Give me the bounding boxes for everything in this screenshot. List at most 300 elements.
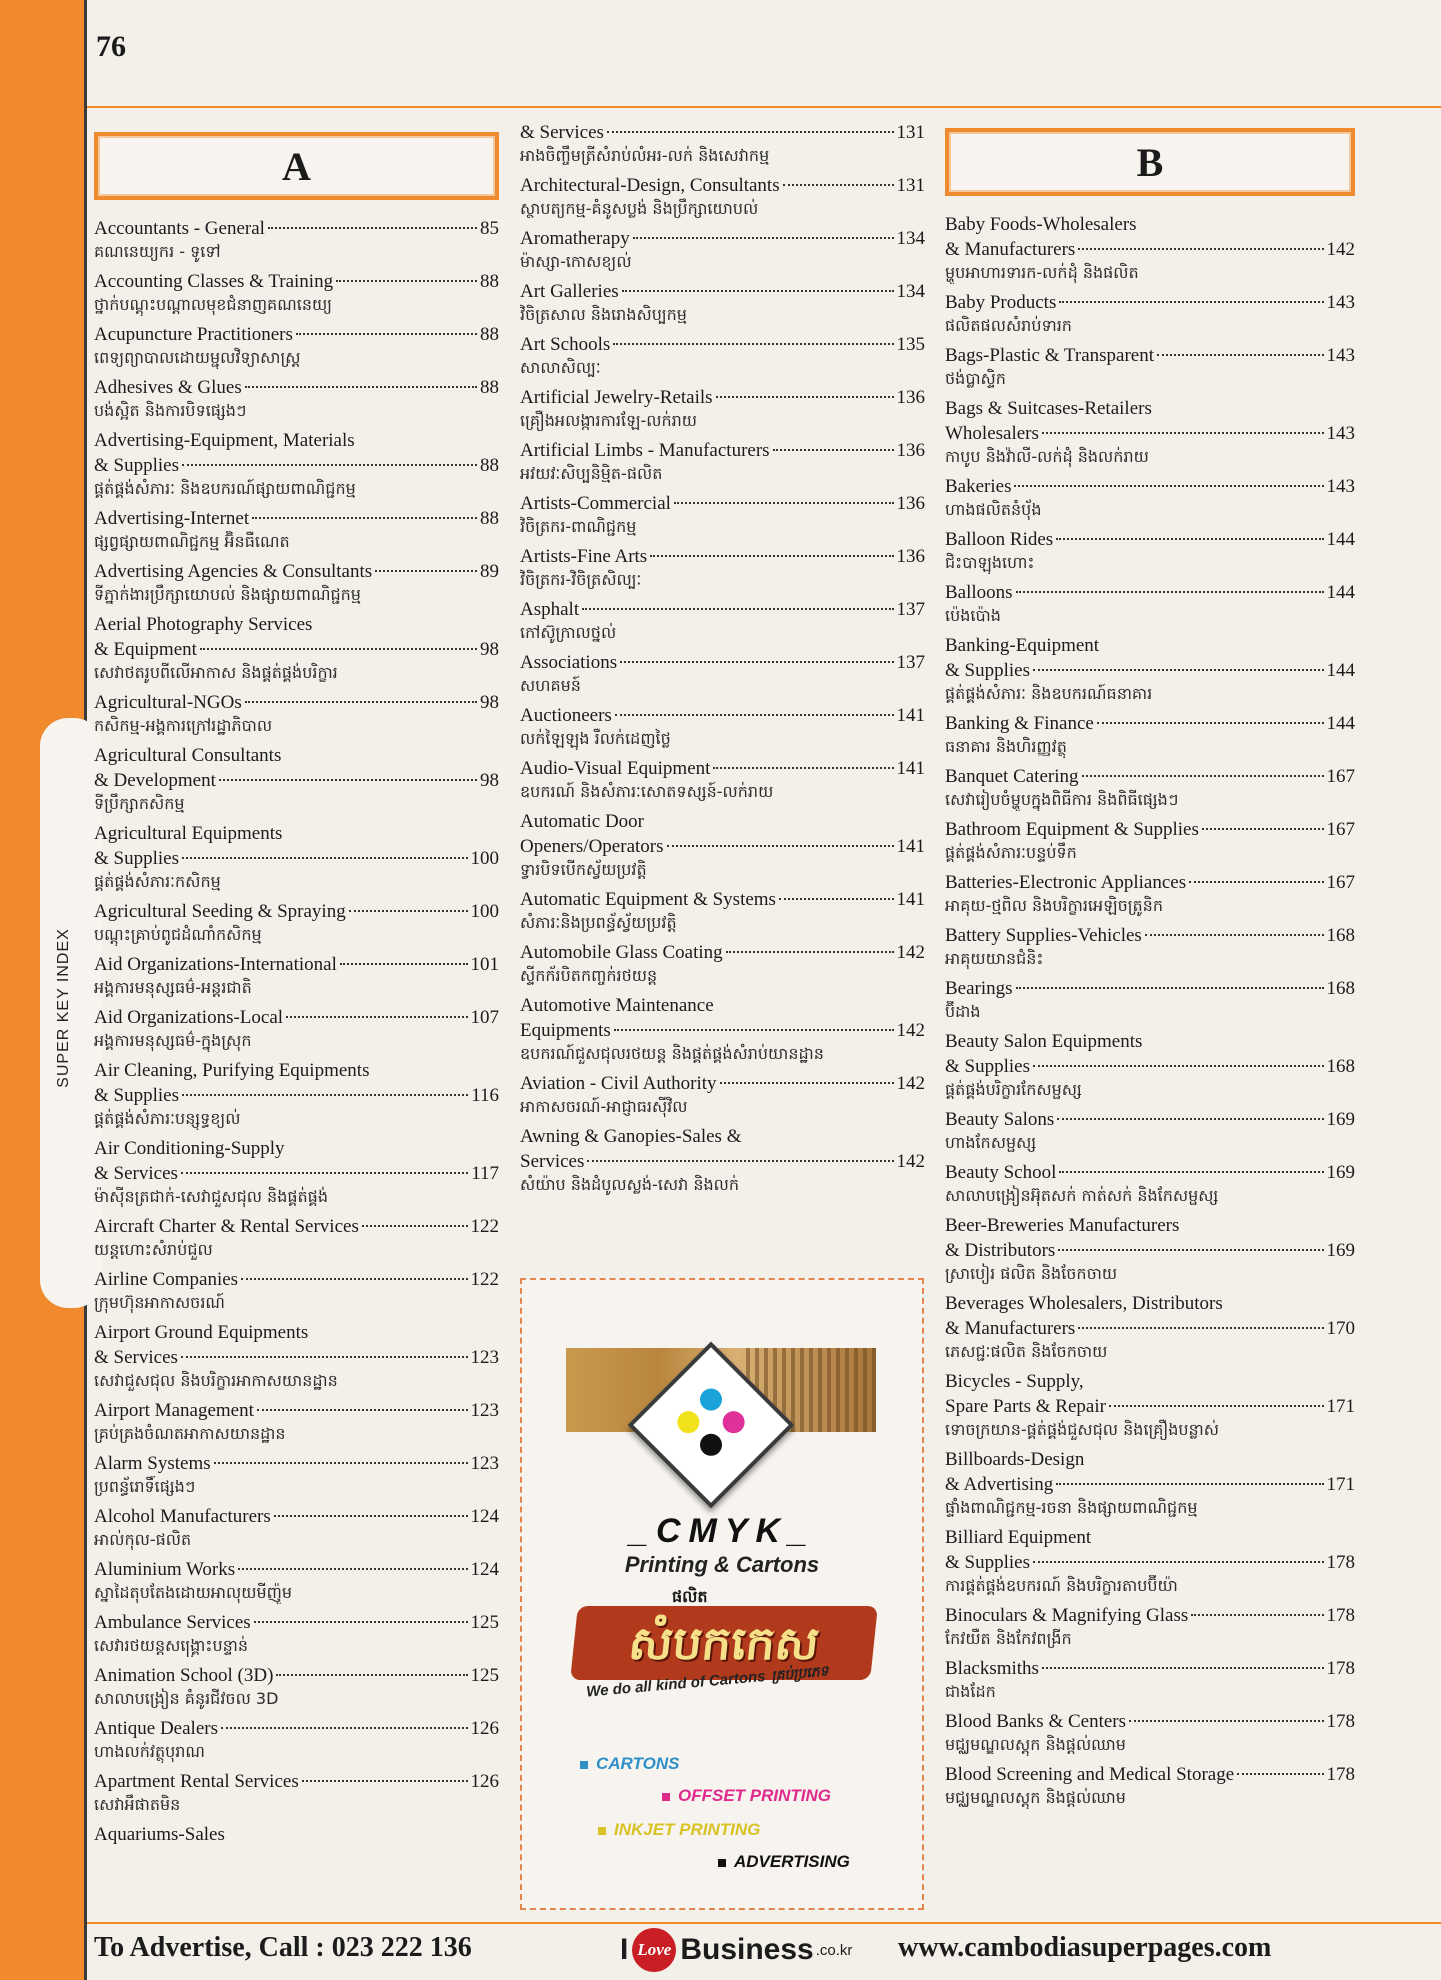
directory-entry[interactable] [945,1709,1355,1756]
entry-khmer-title: សាលាបង្រៀន គំនូរជីវចល 3D [94,1689,279,1708]
entry-page-number: 141 [896,758,925,779]
entry-title: & Manufacturers [945,239,1076,260]
dot-leader [613,343,893,345]
entry-page-number: 169 [1326,1162,1355,1183]
entry-khmer-title: សេវារៀបចំម្ហូបក្នុងពិធីការ និងពិធីផ្សេងៗ [945,790,1179,809]
entry-title-line: Baby Foods-Wholesalers [945,214,1137,235]
ad-tagline-khmer: គ្រប់ប្រភេទ [770,1663,830,1685]
directory-entry[interactable] [520,173,925,220]
dot-leader [182,1094,468,1096]
service-label: OFFSET PRINTING [678,1786,831,1805]
entry-khmer-title: ថ្នាក់បណ្តុះបណ្តាលមុខជំនាញគណនេយ្យ [94,295,332,314]
directory-entry[interactable] [520,887,925,934]
entry-title-row [945,527,1355,552]
entry-title: Balloons [945,582,1013,603]
directory-entry[interactable] [945,396,1355,468]
dot-leader [1057,1118,1323,1120]
dot-leader [1109,1405,1324,1407]
entry-page-number: 117 [471,1163,499,1184]
entry-title-row [520,173,925,198]
entry-title: Acupuncture Practitioners [94,324,293,345]
section-header-b: B [945,128,1355,196]
dot-leader [620,661,893,663]
directory-entry[interactable] [94,1557,499,1604]
directory-entry[interactable] [945,527,1355,574]
entry-title-row [520,385,925,410]
directory-entry[interactable] [945,1447,1355,1519]
entry-title-row [520,226,925,251]
service-label: INKJET PRINTING [614,1820,761,1839]
entry-title-line: Billiard Equipment [945,1527,1092,1548]
entry-title-line: Aerial Photography Services [94,614,313,635]
logo-tld: .co.kr [815,1941,853,1959]
directory-entry[interactable] [520,756,925,803]
dot-leader [607,131,894,133]
ad-tagline-text: We do all kind of Cartons [585,1667,767,1701]
directory-entry[interactable] [94,216,499,263]
entry-khmer-title: គ្រប់គ្រងចំណតអាកាសយានដ្ឋាន [94,1424,286,1443]
entry-khmer-title: មជ្ឈមណ្ឌលស្តុក និងផ្តល់ឈាម [945,1788,1126,1807]
entry-khmer-title: អាគុយ-ថ្មពិល និងបរិក្ខារអេឡិចត្រូនិក [945,896,1163,915]
entry-page-number: 144 [1326,582,1355,603]
entry-title: & Development [94,770,216,791]
directory-entry[interactable] [94,1058,499,1130]
dot-leader [1191,1614,1323,1616]
entry-page-number: 125 [470,1665,499,1686]
entry-title: & Supplies [945,1056,1030,1077]
directory-entry[interactable] [94,1451,499,1498]
entry-page-number: 123 [470,1400,499,1421]
directory-entry[interactable] [520,120,925,167]
entry-title: & Equipment [94,639,197,660]
entry-khmer-title: ផ្គត់ផ្គង់សំភារៈបន្សុទ្ធខ្យល់ [94,1109,241,1128]
entry-khmer-title: សេវាជួសជុល និងបរិក្ខារអាកាសយានដ្ឋាន [94,1371,338,1390]
entry-title-row [94,322,499,347]
entry-title: & Distributors [945,1240,1056,1261]
entry-title: Batteries-Electronic Appliances [945,872,1187,893]
entry-title: Beauty Salons [945,1109,1055,1130]
column-middle [520,120,925,1202]
entry-title-row [94,559,499,584]
entry-title: Alcohol Manufacturers [94,1506,271,1527]
dot-leader [1042,432,1324,434]
directory-entry[interactable] [945,1525,1355,1597]
entry-page-number: 122 [470,1269,499,1290]
dot-leader [1056,538,1323,540]
entry-page-number: 107 [470,1007,499,1028]
directory-entry[interactable] [520,597,925,644]
service-cartons [580,1754,679,1774]
entry-khmer-title: ទីប្រឹក្សាកសិកម្ម [94,794,185,813]
entry-title-line: Advertising-Equipment, Materials [94,430,355,451]
directory-entry[interactable] [94,269,499,316]
entry-khmer-title: លក់ឡៃឡុង រឺលក់ដេញថ្លៃ [520,729,671,748]
entry-page-number: 144 [1326,529,1355,550]
entry-khmer-title: ជិះបាឡុងហោះ [945,553,1035,572]
dot-leader [773,449,894,451]
directory-entry[interactable] [94,506,499,553]
column-a [94,120,499,1853]
entry-page-number: 167 [1326,872,1355,893]
entry-title: Advertising-Internet [94,508,250,529]
entry-page-number: 88 [480,271,499,292]
directory-entry[interactable] [945,923,1355,970]
entry-title-line: Billboards-Design [945,1449,1085,1470]
directory-entry[interactable] [520,491,925,538]
entry-title: & Supplies [94,455,179,476]
entry-title: Aid Organizations-Local [94,1007,284,1028]
yellow-dot [673,1407,704,1438]
entry-title: Binoculars & Magnifying Glass [945,1605,1189,1626]
entry-page-number: 134 [896,228,925,249]
dot-leader [1157,354,1324,356]
entry-khmer-title: ប៊ីដាង [945,1002,981,1021]
directory-entry[interactable] [94,375,499,422]
entry-title-row [945,817,1355,842]
dot-leader [1033,1065,1324,1067]
entry-page-number: 131 [896,122,925,143]
entry-title: Automobile Glass Coating [520,942,723,963]
dot-leader [1016,591,1324,593]
entry-title-line: Beauty Salon Equipments [945,1031,1143,1052]
entry-title-row [94,375,499,400]
directory-entry[interactable] [945,580,1355,627]
entry-page-number: 98 [480,639,499,660]
directory-entry[interactable] [94,612,499,684]
directory-entry[interactable] [945,976,1355,1023]
directory-entry[interactable] [94,743,499,815]
directory-entry[interactable] [520,1124,925,1196]
entry-khmer-title: មជ្ឈមណ្ឌលស្តុក និងផ្តល់ឈាម [945,1735,1126,1754]
directory-entry[interactable] [520,438,925,485]
ad-khmer-small: ផលិត [672,1587,708,1606]
dot-leader [182,857,468,859]
dot-leader [713,767,893,769]
entry-khmer-title: ប៉េងប៉ោង [945,606,1001,625]
entry-khmer-title: សំយ៉ាប និងដំបូលស្លង់-សេវា និងលក់ [520,1175,740,1194]
directory-entry[interactable] [945,474,1355,521]
directory-entry[interactable] [945,870,1355,917]
directory-entry[interactable] [945,1369,1355,1441]
directory-entry[interactable] [94,821,499,893]
entry-title: Banquet Catering [945,766,1079,787]
entry-khmer-title: ម៉ាស៊ីនត្រជាក់-សេវាជួសជុល និងផ្គត់ផ្គង់ [94,1187,328,1206]
entry-title: & Supplies [94,1085,179,1106]
entry-title-row [94,453,499,478]
directory-entry[interactable] [945,1603,1355,1650]
directory-entry[interactable] [94,1610,499,1657]
entry-title-row [520,438,925,463]
entry-title-row [520,544,925,569]
directory-entry[interactable] [94,952,499,999]
side-tab [40,718,102,1308]
directory-entry[interactable] [520,650,925,697]
entry-title: Blood Banks & Centers [945,1711,1127,1732]
entry-title-row [945,711,1355,736]
entry-title-row [520,940,925,965]
dot-leader [200,648,477,650]
entry-khmer-title: ឧបករណ៍ជួសជុលរថយន្ត និងផ្គត់ផ្គង់សំរាប់យានដ្ឋាន [520,1044,824,1063]
i-love-business-logo[interactable] [620,1928,852,1972]
entry-title: Bearings [945,978,1013,999]
dot-leader [667,845,894,847]
entry-title-row [94,1161,499,1186]
entry-page-number: 144 [1326,713,1355,734]
entry-khmer-title: អាកាសចរណ៍-អាជ្ញាធរស៊ីវិល [520,1097,688,1116]
directory-entry[interactable] [945,764,1355,811]
entry-title: Equipments [520,1020,611,1041]
dot-leader [1033,1561,1324,1563]
dot-leader [349,910,468,912]
dot-leader [245,701,477,703]
entry-khmer-title: សាលាសិល្បៈ [520,358,601,377]
entry-title-row [94,1769,499,1794]
directory-entry[interactable] [945,212,1355,284]
directory-entry[interactable] [94,1504,499,1551]
entry-page-number: 141 [896,705,925,726]
entry-title: Bathroom Equipment & Supplies [945,819,1199,840]
logo-business: Business [680,1933,814,1966]
entry-title-line: Awning & Ganopies-Sales & [520,1126,742,1147]
footer-website-link[interactable]: www.cambodiasuperpages.com [898,1932,1272,1963]
entry-khmer-title: ក្រុមហ៊ុនអាកាសចរណ៍ [94,1293,225,1312]
entry-title-row [945,764,1355,789]
entry-khmer-title: អាងចិញ្ចឹមត្រីសំរាប់លំអរ-លក់ និងសេវាកម្ម [520,146,770,165]
entry-khmer-title: ផលិតផលសំរាប់ទារក [945,316,1072,335]
entry-title-row [94,1504,499,1529]
directory-entry[interactable] [94,1663,499,1710]
entry-title: Baby Products [945,292,1057,313]
entry-title: Aluminium Works [94,1559,236,1580]
directory-entry[interactable] [520,544,925,591]
page-number: 76 [96,30,126,63]
cmyk-advertisement[interactable] [520,1278,924,1910]
entry-page-number: 122 [470,1216,499,1237]
entry-khmer-title: អវយវៈសិប្បនិម្មិត-ផលិត [520,464,663,483]
entry-khmer-title: សេវាថតរូបពីលើអាកាស និងផ្គត់ផ្គង់បរិក្ខារ [94,663,338,682]
entry-title-row [945,1550,1355,1575]
entry-title: Adhesives & Glues [94,377,242,398]
dot-leader [1097,722,1324,724]
entry-title: & Services [94,1347,178,1368]
dot-leader [1202,828,1324,830]
directory-entry[interactable] [520,940,925,987]
directory-entry[interactable] [94,1267,499,1314]
entry-title-row [520,834,925,859]
entry-khmer-title: សំភារៈនិងប្រពន្ធ័ស្វ័យប្រវត្តិ [520,913,677,932]
entry-title: Openers/Operators [520,836,664,857]
entry-page-number: 123 [470,1453,499,1474]
bullet-icon [718,1859,726,1867]
directory-entry[interactable] [94,322,499,369]
entry-title-row [945,290,1355,315]
entry-khmer-title: ទីភ្នាក់ងារប្រឹក្សាយោបល់ និងផ្សាយពាណិជ្ជកម្ម [94,585,361,604]
entry-page-number: 142 [1326,239,1355,260]
entry-title: Accountants - General [94,218,265,239]
entry-title-line: Automotive Maintenance [520,995,714,1016]
entry-page-number: 178 [1326,1711,1355,1732]
entry-page-number: 125 [470,1612,499,1633]
entry-page-number: 137 [896,652,925,673]
entry-page-number: 88 [480,508,499,529]
entry-title-row [520,1149,925,1174]
directory-entry[interactable] [945,290,1355,337]
entry-page-number: 135 [896,334,925,355]
directory-entry[interactable] [520,385,925,432]
entry-title-row [945,1709,1355,1734]
entry-title: Accounting Classes & Training [94,271,334,292]
dot-leader [1058,1249,1323,1251]
entry-title-row [94,952,499,977]
entry-khmer-title: គណនេយ្យករ - ទូទៅ [94,242,221,261]
entry-title-row [945,343,1355,368]
entry-title: Beauty School [945,1162,1057,1183]
ad-subtitle: Printing & Cartons [624,1552,820,1577]
dot-leader [716,396,894,398]
entry-khmer-title: ឧបករណ៍ និងសំភារៈសោតទស្សន៍-លក់រាយ [520,782,774,801]
directory-entry[interactable] [520,332,925,379]
dot-leader [340,963,468,965]
entry-title-row [945,1472,1355,1497]
directory-entry[interactable] [94,1398,499,1445]
directory-entry[interactable] [945,343,1355,390]
entry-title-row [94,1083,499,1108]
directory-entry[interactable] [945,711,1355,758]
directory-entry[interactable] [945,1762,1355,1809]
entry-title-row [945,658,1355,683]
entry-title: Artificial Limbs - Manufacturers [520,440,770,461]
dot-leader [1059,1171,1323,1173]
entry-page-number: 100 [470,848,499,869]
directory-entry[interactable] [94,1769,499,1816]
entry-title: Aquariums-Sales [94,1824,225,1845]
entry-page-number: 142 [896,942,925,963]
entry-page-number: 178 [1326,1605,1355,1626]
directory-entry[interactable] [520,226,925,273]
directory-entry[interactable] [94,690,499,737]
directory-entry[interactable] [94,1214,499,1261]
entry-title-row [94,637,499,662]
entry-page-number: 143 [1326,292,1355,313]
entry-title: & Services [520,122,604,143]
entry-title: Balloon Rides [945,529,1054,550]
entry-title-row [945,1107,1355,1132]
entry-page-number: 85 [480,218,499,239]
directory-entry[interactable] [520,809,925,881]
entry-title: Bags-Plastic & Transparent [945,345,1154,366]
dot-leader [674,502,894,504]
ad-khmer-title: សំបកកេស [570,1606,878,1680]
entry-khmer-title: ស្រាបៀរ ផលិត និងចែកចាយ [945,1264,1118,1283]
dot-leader [720,1082,894,1084]
entry-title-row [945,1160,1355,1185]
entry-khmer-title: សហគមន៍ [520,676,581,695]
directory-entry[interactable] [945,1291,1355,1363]
directory-entry[interactable] [94,1005,499,1052]
entry-title-row [94,1663,499,1688]
dot-leader [245,386,477,388]
entry-khmer-title: សាលាបង្រៀនអ៊ុតសក់ កាត់សក់ និងកែសម្ផស្ស [945,1186,1219,1205]
dot-leader [221,1727,468,1729]
entry-title-row [94,1716,499,1741]
column-b [945,120,1355,1815]
entry-khmer-title: សេវាអឹផាតមិន [94,1795,181,1814]
entry-title: Battery Supplies-Vehicles [945,925,1142,946]
directory-entry[interactable] [94,1320,499,1392]
directory-entry[interactable] [945,1160,1355,1207]
entry-title: Automatic Equipment & Systems [520,889,776,910]
entry-page-number: 126 [470,1771,499,1792]
entry-title: Advertising Agencies & Consultants [94,561,373,582]
directory-entry[interactable] [94,1716,499,1763]
directory-entry[interactable] [945,1107,1355,1154]
directory-entry[interactable] [94,1136,499,1208]
entry-khmer-title: ផ្គត់ផ្គង់សំភារៈកសិកម្ម [94,872,221,891]
top-rule [87,106,1441,108]
entry-title: Aromatherapy [520,228,630,249]
dot-leader [241,1278,467,1280]
side-tab-label: SUPER KEY INDEX [55,928,72,1088]
directory-entry[interactable] [945,1656,1355,1703]
directory-entry[interactable] [945,633,1355,705]
directory-entry[interactable] [945,1213,1355,1285]
entry-title-line: Banking-Equipment [945,635,1100,656]
dot-leader [296,333,477,335]
entry-page-number: 88 [480,324,499,345]
directory-entry[interactable] [945,1029,1355,1101]
entry-title: Banking & Finance [945,713,1094,734]
entry-page-number: 126 [470,1718,499,1739]
dot-leader [276,1674,467,1676]
dot-leader [1078,1327,1323,1329]
entry-khmer-title: ទ្វារបិទបើកស្វ័យប្រវត្តិ [520,860,647,879]
directory-entry[interactable] [94,1822,499,1847]
directory-entry[interactable] [94,559,499,606]
entry-title-row [94,1451,499,1476]
entry-title-row [945,1316,1355,1341]
directory-entry[interactable] [94,428,499,500]
entry-page-number: 171 [1326,1396,1355,1417]
entry-title-row [94,216,499,241]
entry-khmer-title: ម៉ាស្សា-កោសខ្យល់ [520,252,632,271]
entry-khmer-title: អាល់កុល-ផលិត [94,1530,192,1549]
directory-entry[interactable] [520,279,925,326]
directory-entry[interactable] [520,703,925,750]
service-offset [662,1786,831,1806]
entry-title-row [94,1557,499,1582]
entry-title-row [94,1610,499,1635]
entry-page-number: 89 [480,561,499,582]
entry-title-row [945,1762,1355,1787]
dot-leader [1014,485,1323,487]
dot-leader [1059,301,1323,303]
directory-entry[interactable] [94,899,499,946]
entry-khmer-title: ជាងដែក [945,1682,996,1701]
entry-khmer-title: អង្គការមនុស្សធម៌-ក្នុងស្រុក [94,1031,252,1050]
dot-leader [1056,1483,1323,1485]
section-header-a: A [94,132,499,200]
entry-khmer-title: ស្ថាបត្យកម្ម-គំនូសប្លង់ និងប្រឹក្សាយោបល់ [520,199,759,218]
entry-title-line: Airport Ground Equipments [94,1322,309,1343]
bullet-icon [662,1793,670,1801]
entry-title: & Supplies [945,660,1030,681]
entry-title-line: Beer-Breweries Manufacturers [945,1215,1180,1236]
directory-entry[interactable] [520,993,925,1065]
dot-leader [633,237,894,239]
directory-entry[interactable] [520,1071,925,1118]
directory-entry[interactable] [945,817,1355,864]
entry-title: Ambulance Services [94,1612,251,1633]
